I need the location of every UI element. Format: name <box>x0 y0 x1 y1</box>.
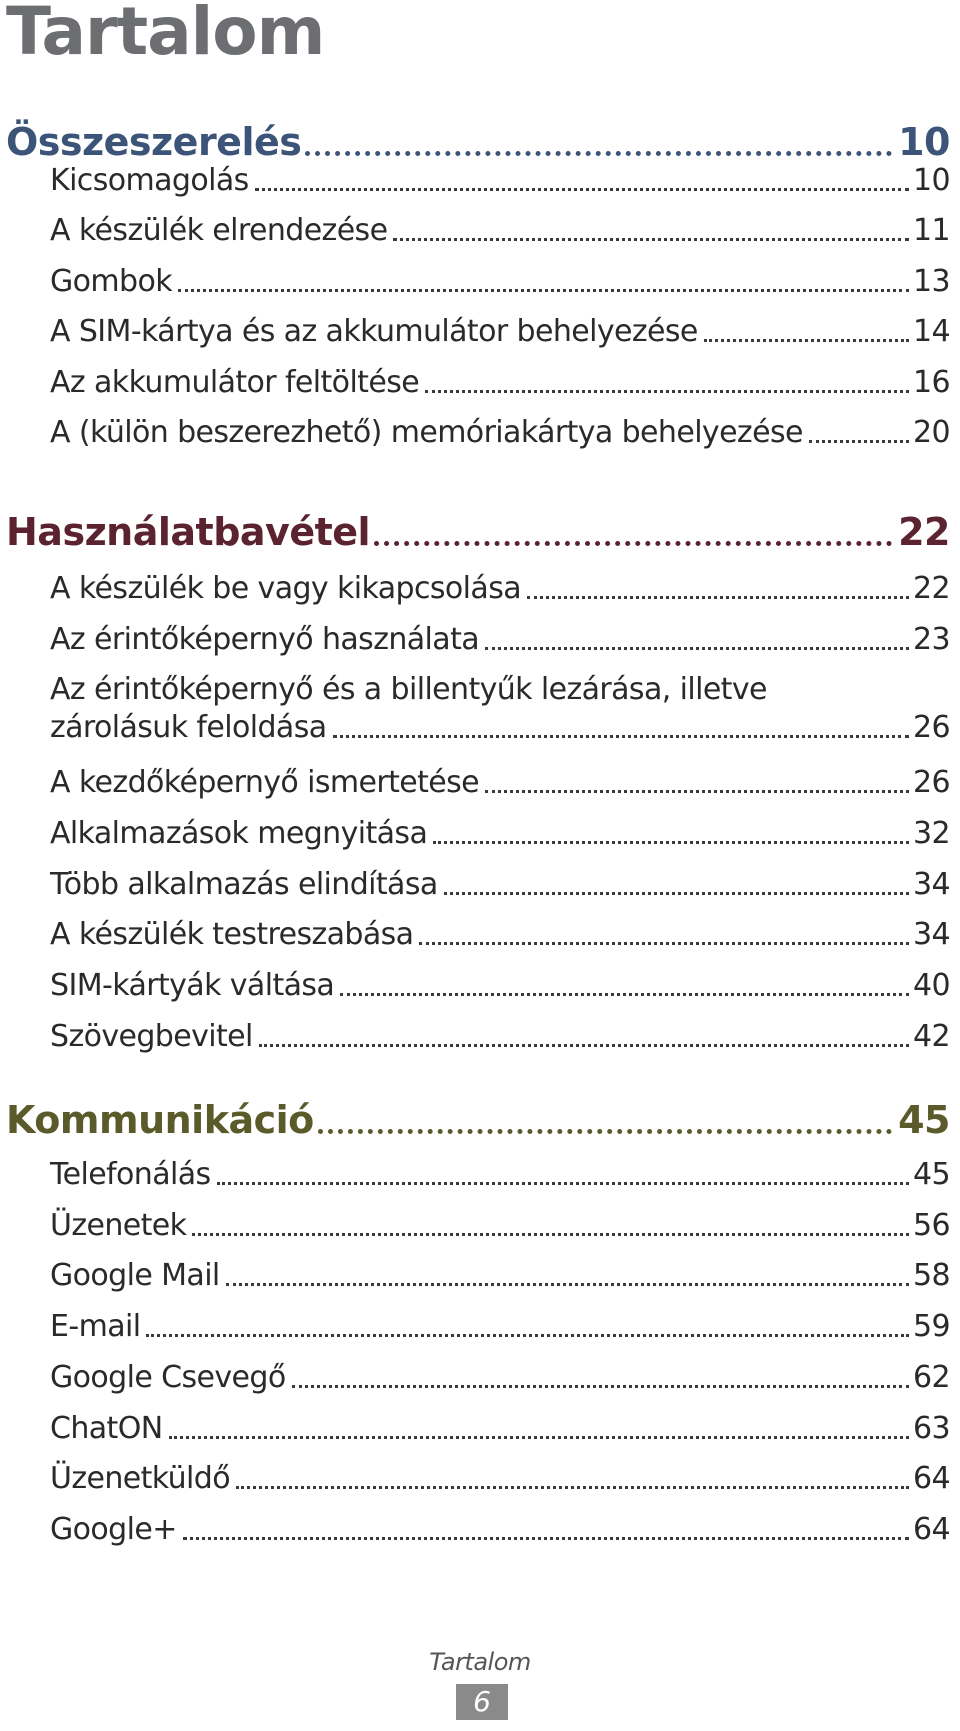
toc-entry-label: Gombok <box>50 264 172 299</box>
dot-leader <box>374 541 892 546</box>
toc-entry-label: Üzenetküldő <box>50 1461 230 1496</box>
toc-entry[interactable] <box>50 764 950 802</box>
section-heading-kommunikacio[interactable] <box>6 1094 950 1146</box>
toc-entry-page: 42 <box>913 1019 950 1054</box>
page-title: Tartalom <box>6 0 325 70</box>
section-heading-hasznalatbavetel[interactable] <box>6 506 950 558</box>
section-heading-osszeszereles[interactable] <box>6 116 950 168</box>
toc-entry[interactable] <box>50 916 950 954</box>
dot-leader <box>704 339 909 342</box>
dot-leader <box>146 1334 909 1337</box>
dot-leader <box>259 1044 909 1047</box>
toc-entry-page: 32 <box>913 816 950 851</box>
dot-leader <box>178 289 909 292</box>
toc-entry-label: Google Csevegő <box>50 1360 286 1395</box>
toc-entry-page: 64 <box>913 1512 950 1547</box>
toc-entry[interactable] <box>50 1156 950 1194</box>
toc-entry-label-continued: zárolásuk feloldása <box>50 710 327 745</box>
toc-entry[interactable] <box>50 621 950 659</box>
section-page-number: 22 <box>898 510 950 554</box>
toc-entry-label: A (külön beszerezhető) memóriakártya behelyezése <box>50 415 803 450</box>
dot-leader <box>444 892 909 895</box>
toc-entry-page: 58 <box>913 1258 950 1293</box>
toc-entry-page: 11 <box>913 213 950 248</box>
dot-leader <box>255 188 909 191</box>
section-heading-label: Összeszerelés <box>6 120 302 164</box>
dot-leader <box>425 390 909 393</box>
toc-entry[interactable] <box>50 866 950 904</box>
dot-leader <box>305 151 892 156</box>
toc-entry-label: A kezdőképernyő ismertetése <box>50 765 479 800</box>
toc-entry-page: 56 <box>913 1208 950 1243</box>
dot-leader <box>333 735 910 738</box>
toc-entry[interactable] <box>50 570 950 608</box>
toc-entry[interactable] <box>50 263 950 301</box>
toc-entry-line2 <box>50 709 950 747</box>
dot-leader <box>485 790 909 793</box>
toc-entry-label: A SIM-kártya és az akkumulátor behelyezése <box>50 314 698 349</box>
toc-entry[interactable] <box>50 1018 950 1056</box>
dot-leader <box>527 596 909 599</box>
dot-leader <box>192 1233 909 1236</box>
toc-entry-page: 63 <box>913 1411 950 1446</box>
toc-entry[interactable] <box>50 1511 950 1549</box>
toc-entry[interactable] <box>50 414 950 452</box>
dot-leader <box>419 942 909 945</box>
toc-entry[interactable] <box>50 1257 950 1295</box>
toc-entry-page: 10 <box>913 163 950 198</box>
toc-entry-page: 22 <box>913 571 950 606</box>
toc-entry[interactable] <box>50 1359 950 1397</box>
toc-entry-label: Szövegbevitel <box>50 1019 253 1054</box>
toc-entry[interactable] <box>50 815 950 853</box>
toc-entry-label: Az akkumulátor feltöltése <box>50 365 420 400</box>
toc-entry-page: 45 <box>913 1157 950 1192</box>
toc-entry-page: 40 <box>913 968 950 1003</box>
dot-leader <box>318 1129 892 1134</box>
toc-entry-page: 62 <box>913 1360 950 1395</box>
toc-entry-page: 34 <box>913 867 950 902</box>
dot-leader <box>809 440 909 443</box>
toc-entry[interactable] <box>50 162 950 200</box>
toc-entry-label: Google+ <box>50 1512 177 1547</box>
toc-entry-label: Üzenetek <box>50 1208 187 1243</box>
toc-entry-label: Az érintőképernyő használata <box>50 622 480 657</box>
dot-leader <box>236 1486 909 1489</box>
dot-leader <box>169 1436 909 1439</box>
toc-entry-page: 16 <box>913 365 950 400</box>
toc-entry[interactable] <box>50 1207 950 1245</box>
toc-entry[interactable] <box>50 364 950 402</box>
toc-entry-page: 59 <box>913 1309 950 1344</box>
toc-entry-label: A készülék testreszabása <box>50 917 414 952</box>
dot-leader <box>292 1385 909 1388</box>
toc-entry-label: A készülék elrendezése <box>50 213 388 248</box>
toc-entry[interactable] <box>50 967 950 1005</box>
section-page-number: 10 <box>898 120 950 164</box>
toc-entry-page: 13 <box>913 264 950 299</box>
dot-leader <box>217 1182 909 1185</box>
toc-entry-page: 20 <box>913 415 950 450</box>
footer-page-number: 6 <box>456 1684 508 1720</box>
toc-entry-page: 34 <box>913 917 950 952</box>
toc-entry-label: Több alkalmazás elindítása <box>50 867 438 902</box>
toc-entry-label: ChatON <box>50 1411 163 1446</box>
toc-entry[interactable] <box>50 1308 950 1346</box>
toc-entry-label: Az érintőképernyő és a billentyűk lezárása, illetve <box>50 672 767 707</box>
toc-entry[interactable] <box>50 1410 950 1448</box>
toc-entry-label: Google Mail <box>50 1258 220 1293</box>
dot-leader <box>393 238 909 241</box>
toc-entry-page: 26 <box>913 710 950 745</box>
toc-entry-two-line[interactable] <box>50 671 950 747</box>
dot-leader <box>485 647 909 650</box>
dot-leader <box>226 1283 909 1286</box>
toc-entry-page: 64 <box>913 1461 950 1496</box>
toc-entry-page: 14 <box>913 314 950 349</box>
toc-entry-page: 26 <box>913 765 950 800</box>
toc-entry-page: 23 <box>913 622 950 657</box>
dot-leader <box>433 841 909 844</box>
dot-leader <box>340 993 909 996</box>
toc-entry-label: Telefonálás <box>50 1157 211 1192</box>
toc-entry-label: A készülék be vagy kikapcsolása <box>50 571 522 606</box>
dot-leader <box>183 1537 909 1540</box>
footer-section-label: Tartalom <box>429 1648 531 1676</box>
toc-entry[interactable] <box>50 212 950 250</box>
section-heading-label: Használatbavétel <box>6 510 371 554</box>
section-heading-label: Kommunikáció <box>6 1098 314 1142</box>
toc-entry-label: SIM-kártyák váltása <box>50 968 335 1003</box>
toc-entry[interactable] <box>50 313 950 351</box>
toc-entry-label: E-mail <box>50 1309 141 1344</box>
toc-entry[interactable] <box>50 1460 950 1498</box>
toc-entry-label: Alkalmazások megnyitása <box>50 816 428 851</box>
section-page-number: 45 <box>898 1098 950 1142</box>
toc-entry-label: Kicsomagolás <box>50 163 249 198</box>
